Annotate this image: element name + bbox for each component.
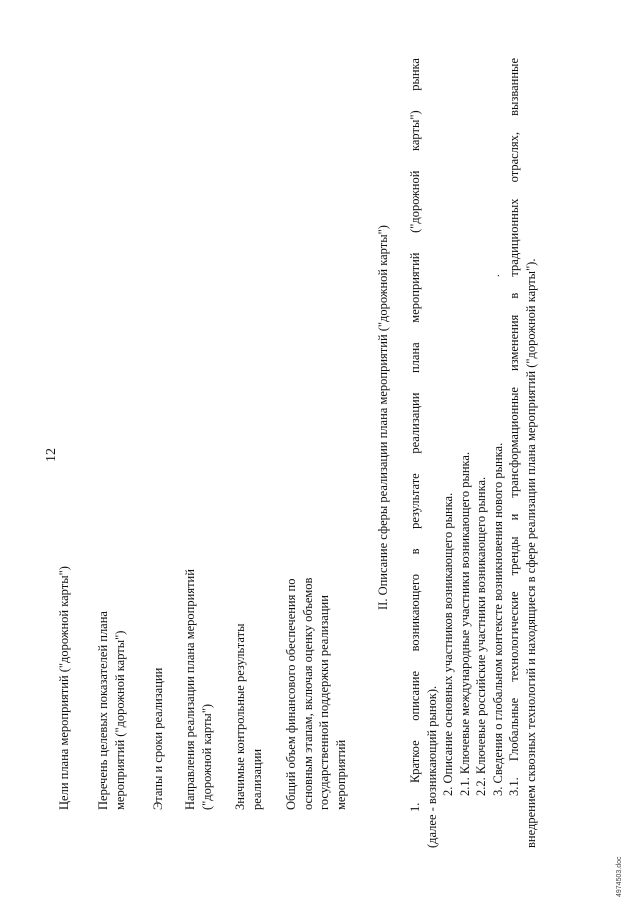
paragraph-3-1-line-2: внедрением сквозных технологий и находящиеся в сфере реализации плана мероприятий ("дорожной карты"). (523, 258, 538, 848)
paragraph-2-2: 2.2. Ключевые российские участники возникающего рынка. (474, 476, 488, 796)
section-title: II. Описание сферы реализации плана мероприятий ("дорожной карты") (376, 225, 390, 610)
table-label-directions: Направления реализации плана мероприятий ("дорожной карты") (183, 569, 214, 810)
page-number: 12 (44, 448, 59, 462)
table-label-results: Значимые контрольные результаты реализации (233, 623, 264, 810)
stray-mark: . (490, 274, 502, 277)
table-label-indicators: Перечень целевых показателей плана мероприятий ("дорожной карты") (96, 611, 127, 810)
table-label-finance: Общий объем финансового обеспечения по основным этапам, включая оценку объемов государственной поддержки реализации мероприятий (284, 577, 348, 810)
paragraph-1-line-2: (далее - возникающий рынок). (424, 685, 439, 848)
paragraph-2: 2. Описание основных участников возникающего рынка. (441, 492, 455, 796)
section-body (407, 58, 539, 848)
file-name-footer: 4974503.doc (616, 856, 623, 897)
paragraph-3-1-line-1: 3.1. Глобальные технологические тренды и трансформационные изменения в традиционных отраслях, вызванные (507, 58, 521, 796)
paragraph-2-1: 2.1. Ключевые международные участники возникающего рынка. (457, 451, 472, 796)
table-label-stages: Этапы и сроки реализации (151, 667, 165, 810)
paragraph-1-line-1: 1. Краткое описание возникающего в результате реализации плана мероприятий ("дорожной карты") рынка (408, 58, 422, 812)
paragraph-3: 3. Сведения о глобальном контексте возникновения нового рынка. (490, 442, 505, 796)
table-label-goals: Цели плана мероприятий ("дорожной карты") (57, 566, 71, 810)
